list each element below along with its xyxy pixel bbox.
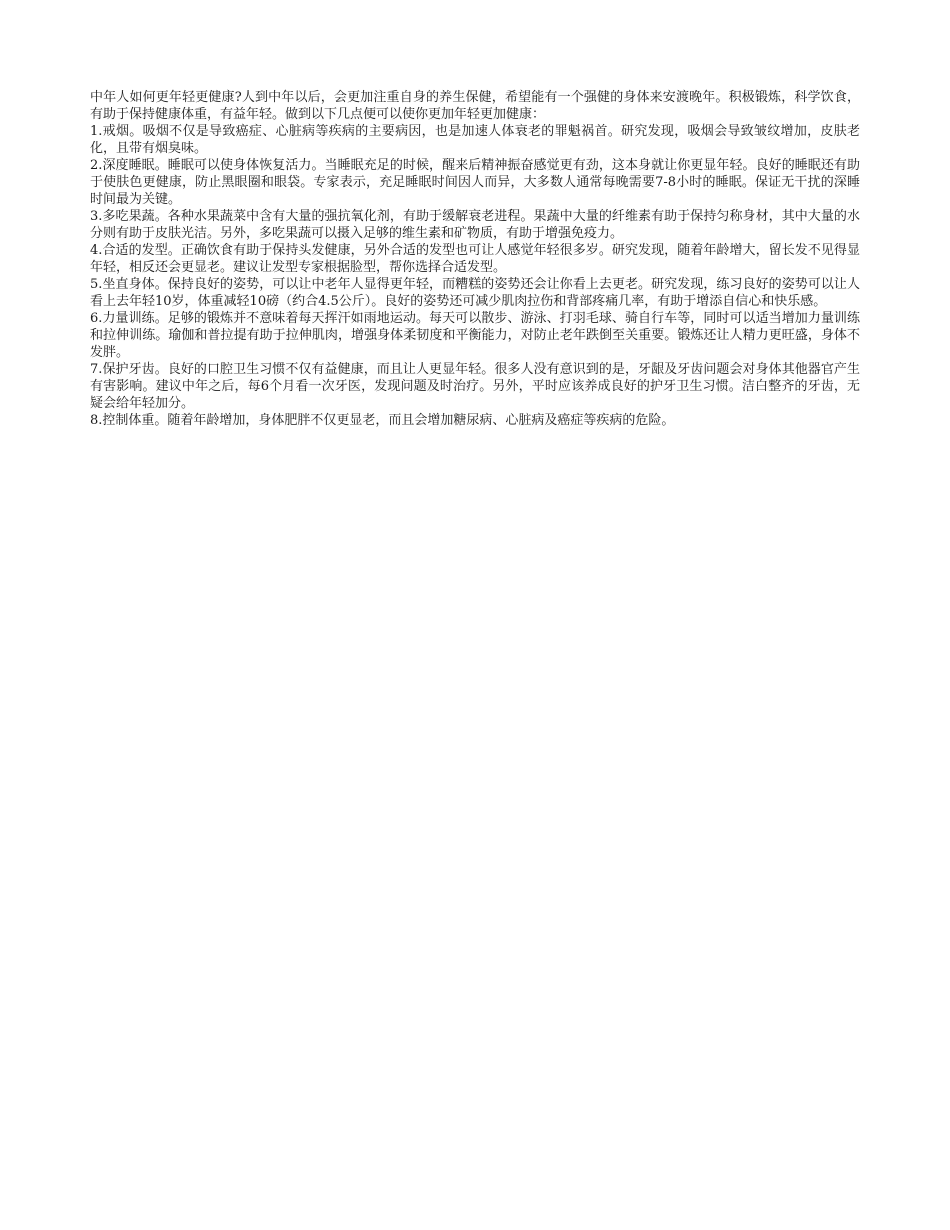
list-item-weight-control: 8.控制体重。随着年龄增加，身体肥胖不仅更显老，而且会增加糖尿病、心脏病及癌症等疾病的危险。 — [90, 413, 675, 428]
document-body — [90, 89, 860, 429]
list-item-quit-smoking: 1.戒烟。吸烟不仅是导致癌症、心脏病等疾病的主要病因，也是加速人体衰老的罪魁祸首。研究发现，吸烟会导致皱纹增加，皮肤老化，且带有烟臭味。 — [90, 124, 860, 156]
intro-paragraph: 中年人如何更年轻更健康?人到中年以后，会更加注重自身的养生保健，希望能有一个强健的身体来安渡晚年。积极锻炼，科学饮食，有助于保持健康体重，有益年轻。做到以下几点便可以使你更加年轻更加健康： — [90, 90, 860, 122]
list-item-strength-training: 6.力量训练。足够的锻炼并不意味着每天挥汗如雨地运动。每天可以散步、游泳、打羽毛球、骑自行车等，同时可以适当增加力量训练和拉伸训练。瑜伽和普拉提有助于拉伸肌肉，增强身体柔韧度和平衡能力，对防止老年跌倒至关重要。锻炼还让人精力更旺盛，身体不发胖。 — [90, 311, 860, 360]
list-item-teeth: 7.保护牙齿。良好的口腔卫生习惯不仅有益健康，而且让人更显年轻。很多人没有意识到的是，牙龈及牙齿问题会对身体其他器官产生有害影响。建议中年之后，每6个月看一次牙医，发现问题及时治疗。另外，平时应该养成良好的护牙卫生习惯。洁白整齐的牙齿，无疑会给年轻加分。 — [90, 362, 860, 411]
list-item-fruits-vegetables: 3.多吃果蔬。各种水果蔬菜中含有大量的强抗氧化剂，有助于缓解衰老进程。果蔬中大量的纤维素有助于保持匀称身材，其中大量的水分则有助于皮肤光洁。另外，多吃果蔬可以摄入足够的维生素和矿物质，有助于增强免疫力。 — [90, 209, 860, 241]
list-item-deep-sleep: 2.深度睡眠。睡眠可以使身体恢复活力。当睡眠充足的时候，醒来后精神振奋感觉更有劲，这本身就让你更显年轻。良好的睡眠还有助于使肤色更健康，防止黑眼圈和眼袋。专家表示，充足睡眠时间因人而异，大多数人通常每晚需要7-8小时的睡眠。保证无干扰的深睡时间最为关键。 — [90, 158, 860, 207]
list-item-hairstyle: 4.合适的发型。正确饮食有助于保持头发健康，另外合适的发型也可让人感觉年轻很多岁。研究发现，随着年龄增大，留长发不见得显年轻，相反还会更显老。建议让发型专家根据脸型，帮你选择合适发型。 — [90, 243, 860, 275]
list-item-posture: 5.坐直身体。保持良好的姿势，可以让中老年人显得更年轻，而糟糕的姿势还会让你看上去更老。研究发现，练习良好的姿势可以让人看上去年轻10岁，体重减轻10磅（约合4.5公斤）。良好的姿势还可减少肌肉拉伤和背部疼痛几率，有助于增添自信心和快乐感。 — [90, 277, 860, 309]
